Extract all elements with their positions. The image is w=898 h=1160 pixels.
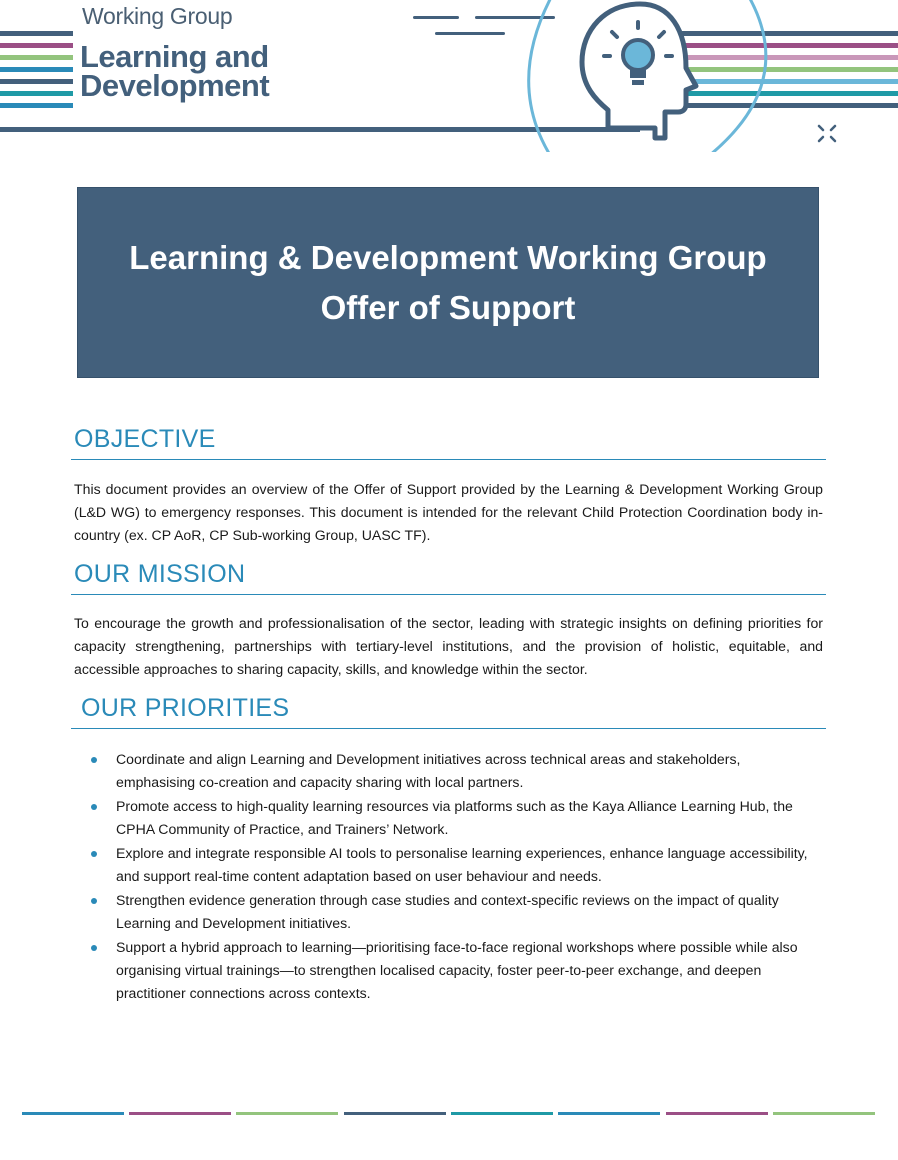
- header-stripe: [0, 91, 73, 96]
- priority-item: [91, 842, 811, 888]
- bullet-dot-icon: [91, 757, 97, 763]
- objective-heading: OBJECTIVE: [74, 425, 216, 453]
- priority-text: Explore and integrate responsible AI tools to personalise learning experiences, enhance language accessibility, and support real-time content adaptation based on user behaviour and needs.: [116, 845, 808, 884]
- header-stripe: [0, 103, 73, 108]
- footer-segment: [773, 1112, 875, 1115]
- objective-text: This document provides an overview of the Offer of Support provided by the Learning & Development Working Group (L&D WG) to emergency responses. This document is intended for the relevant Child Protection Coordination body in-country (ex. CP AoR, CP Sub-working Group, UASC TF).: [74, 481, 823, 543]
- priorities-rule: [71, 728, 826, 729]
- bullet-dot-icon: [91, 898, 97, 904]
- page-header: [0, 0, 898, 152]
- footer-segment: [129, 1112, 231, 1115]
- header-stripe: [0, 31, 73, 36]
- brand-title: [80, 39, 270, 103]
- mission-text: To encourage the growth and professionalisation of the sector, leading with strategic insights on defining priorities for capacity strengthening, partnerships with tertiary-level institutions, and the provision of holistic, equitable, and accessible approaches to sharing capacity, skills, and knowledge within the sector.: [74, 615, 823, 677]
- priorities-list: [91, 748, 811, 1006]
- mission-rule: [71, 594, 826, 595]
- header-stripe: [0, 67, 73, 72]
- lightbulb-head-icon: [500, 0, 800, 152]
- brand-line-1: Learning and: [80, 39, 269, 74]
- priority-item: [91, 936, 811, 1005]
- priority-text: Support a hybrid approach to learning—prioritising face-to-face regional workshops where possible while also organising virtual trainings—to strengthen localised capacity, foster peer-to-peer exchange, and deepen practitioner connections across contexts.: [116, 939, 798, 1001]
- title-banner: [77, 187, 819, 378]
- header-stripe: [0, 43, 73, 48]
- header-dash: [413, 16, 459, 19]
- footer-segment: [558, 1112, 660, 1115]
- brand-line-2: Development: [80, 68, 270, 103]
- priorities-heading: OUR PRIORITIES: [81, 694, 290, 722]
- priority-text: Strengthen evidence generation through case studies and context-specific reviews on the impact of quality Learning and Development initiatives.: [116, 892, 779, 931]
- footer-segment: [236, 1112, 338, 1115]
- banner-subtitle: Offer of Support: [320, 288, 576, 326]
- header-stripe: [0, 55, 73, 60]
- banner-title: Learning & Development Working Group: [129, 238, 767, 276]
- mission-heading: OUR MISSION: [74, 560, 246, 588]
- priority-item: [91, 795, 811, 841]
- bullet-dot-icon: [91, 945, 97, 951]
- footer-segment: [666, 1112, 768, 1115]
- priority-item: [91, 889, 811, 935]
- footer-segment: [344, 1112, 446, 1115]
- working-group-label: Working Group: [82, 3, 233, 29]
- bullet-dot-icon: [91, 851, 97, 857]
- objective-rule: [71, 459, 826, 460]
- priority-text: Coordinate and align Learning and Development initiatives across technical areas and stakeholders, emphasising co-creation and capacity sharing with local partners.: [116, 751, 741, 790]
- header-stripe: [0, 79, 73, 84]
- bullet-dot-icon: [91, 804, 97, 810]
- priority-text: Promote access to high-quality learning resources via platforms such as the Kaya Alliance Learning Hub, the CPHA Community of Practice, and Trainers’ Network.: [116, 798, 793, 837]
- header-dash: [435, 32, 505, 35]
- priority-item: [91, 748, 811, 794]
- footer-segment: [451, 1112, 553, 1115]
- sparkle-icon: [816, 124, 838, 144]
- footer-segment: [22, 1112, 124, 1115]
